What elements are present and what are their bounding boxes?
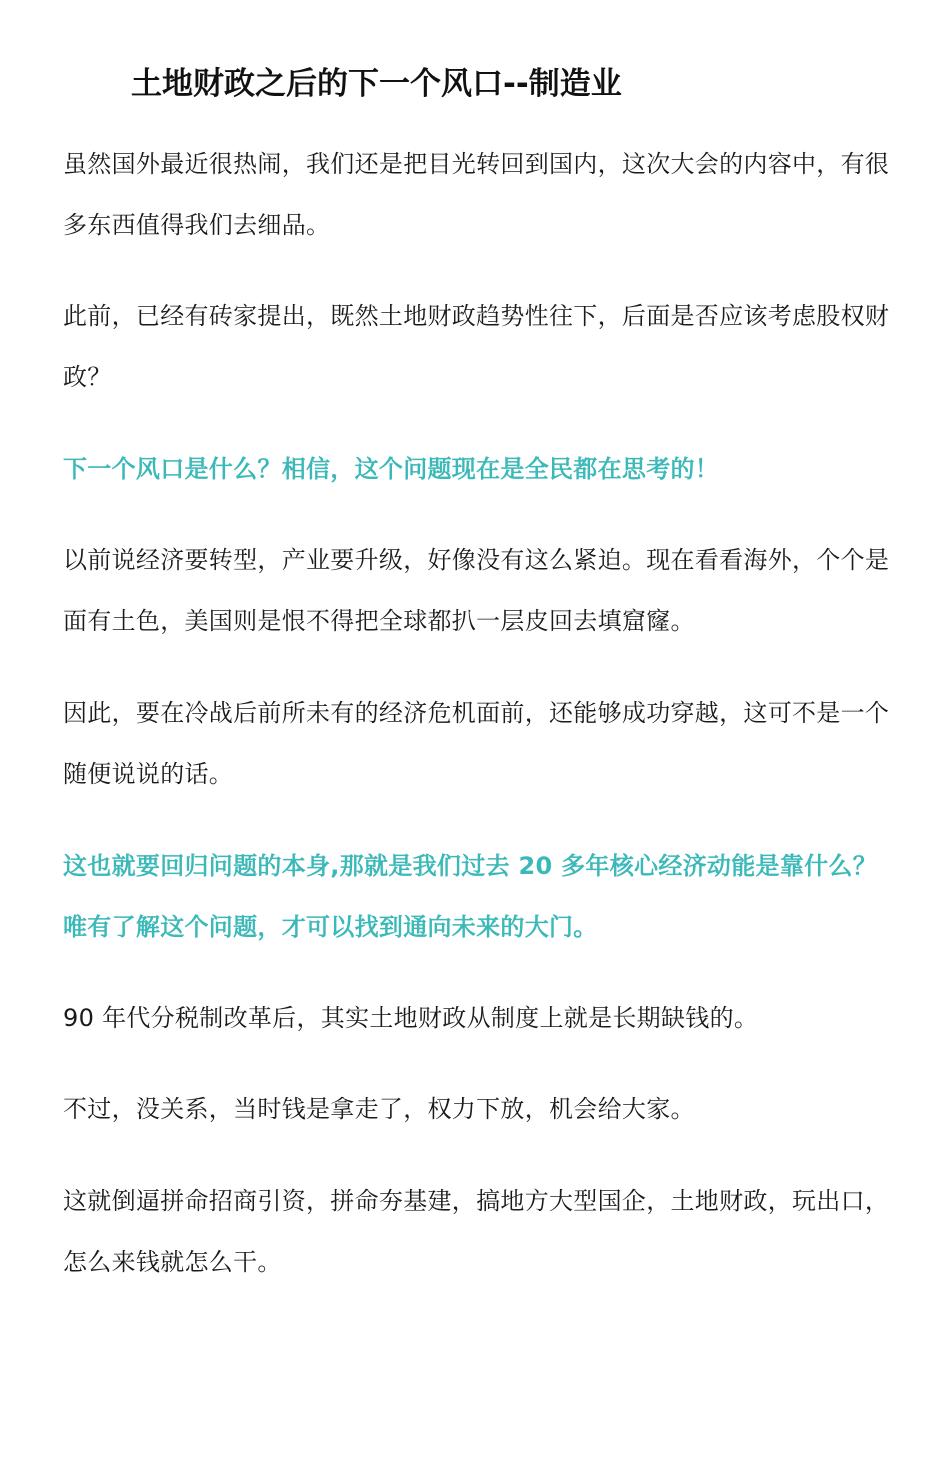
paragraph-investment: 这就倒逼拼命招商引资，拼命夯基建，搞地方大型国企，土地财政，玩出口，怎么来钱就怎么干。 — [63, 1187, 890, 1276]
paragraph-crisis: 因此，要在冷战后前所未有的经济危机面前，还能够成功穿越，这可不是一个随便说说的话。 — [63, 699, 890, 788]
paragraph-intro: 虽然国外最近很热闹，我们还是把目光转回到国内，这次大会的内容中，有很多东西值得我们去细品。 — [63, 150, 890, 239]
highlight-core-driver: 这也就要回归问题的本身,那就是我们过去 20 多年核心经济动能是靠什么？唯有了解这个问题，才可以找到通向未来的大门。 — [63, 852, 878, 941]
paragraph-transformation: 以前说经济要转型，产业要升级，好像没有这么紧迫。现在看看海外，个个是面有土色，美国则是恨不得把全球都扒一层皮回去填窟窿。 — [63, 546, 890, 635]
paragraph-tax-reform: 90 年代分税制改革后，其实土地财政从制度上就是长期缺钱的。 — [63, 1004, 759, 1032]
paragraph-decentralization: 不过，没关系，当时钱是拿走了，权力下放，机会给大家。 — [63, 1095, 695, 1123]
paragraph-equity-finance: 此前，已经有砖家提出，既然土地财政趋势性往下，后面是否应该考虑股权财政？ — [63, 302, 890, 391]
highlight-next-wind: 下一个风口是什么？相信，这个问题现在是全民都在思考的！ — [63, 455, 720, 483]
article-title: 土地财政之后的下一个风口--制造业 — [131, 66, 622, 102]
